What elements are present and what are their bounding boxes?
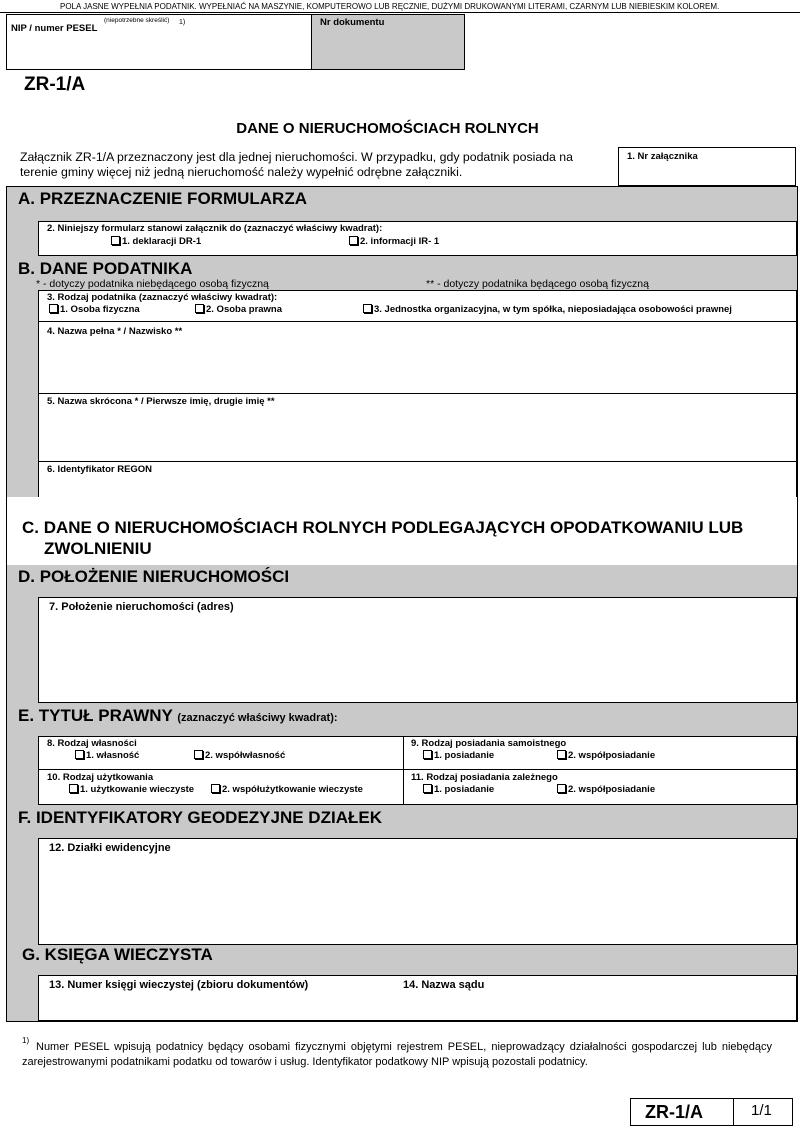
checkbox-f9-posiadanie[interactable] (423, 750, 432, 759)
checkbox-dr1[interactable] (111, 236, 120, 245)
nip-field[interactable] (6, 14, 312, 70)
fields-8-11 (38, 736, 797, 805)
field-4-label: 4. Nazwa pełna * / Nazwisko ** (47, 326, 183, 337)
field-10-label: 10. Rodzaj użytkowania (47, 772, 154, 783)
option-ir1[interactable]: 2. informacji IR- 1 (349, 236, 439, 247)
footer-divider (733, 1099, 734, 1125)
checkbox-f11-posiadanie[interactable] (423, 784, 432, 793)
section-g-title: G. KSIĘGA WIECZYSTA (22, 945, 213, 964)
section-f-title: F. IDENTYFIKATORY GEODEZYJNE DZIAŁEK (18, 808, 382, 827)
section-b-note2: ** - dotyczy podatnika będącego osobą fizyczną (426, 278, 649, 290)
field-12[interactable] (38, 838, 797, 945)
checkbox-f11-wspolposiadanie[interactable] (557, 784, 566, 793)
form-code: ZR-1/A (24, 74, 86, 95)
nr-zalacznika-label: 1. Nr załącznika (627, 151, 698, 162)
checkbox-uzytkowanie[interactable] (69, 784, 78, 793)
footnote-ref: 1) (22, 1036, 30, 1045)
field-4[interactable] (38, 321, 797, 395)
option-wspolwlasnosc[interactable]: 2. współwłasność (194, 750, 285, 761)
field-3-label: 3. Rodzaj podatnika (zaznaczyć właściwy kwadrat): (47, 292, 278, 303)
checkbox-wspolwlasnosc[interactable] (194, 750, 203, 759)
option-osoba-fizyczna[interactable]: 1. Osoba fizyczna (49, 304, 140, 315)
footer-form-code: ZR-1/A (645, 1102, 703, 1122)
option-osoba-prawna[interactable]: 2. Osoba prawna (195, 304, 282, 315)
section-c-title-line1: C. DANE O NIERUCHOMOŚCIACH ROLNYCH PODLEGAJĄCYCH OPODATKOWANIU LUB (22, 518, 744, 537)
field-5[interactable] (38, 393, 797, 463)
nip-note: (niepotrzebne skreślić) (104, 17, 170, 24)
option-wspoluzytkowanie[interactable]: 2. współużytkowanie wieczyste (211, 784, 363, 795)
nr-dokumentu-box (311, 14, 465, 70)
field-6[interactable] (38, 461, 797, 498)
field-12-label: 12. Działki ewidencyjne (49, 842, 171, 854)
nr-zalacznika-field[interactable] (618, 147, 796, 186)
checkbox-osoba-fizyczna[interactable] (49, 304, 58, 313)
fields-13-14 (38, 975, 797, 1021)
option-f11-posiadanie[interactable]: 1. posiadanie (423, 784, 494, 795)
section-b-title: B. DANE PODATNIKA (18, 259, 193, 278)
header-rule (0, 12, 800, 13)
checkbox-jednostka[interactable] (363, 304, 372, 313)
section-c-title-line2: ZWOLNIENIU (44, 539, 152, 558)
checkbox-ir1[interactable] (349, 236, 358, 245)
field-5-label: 5. Nazwa skrócona * / Pierwsze imię, drugie imię ** (47, 396, 275, 407)
section-e-subtitle: (zaznaczyć właściwy kwadrat): (177, 712, 338, 724)
option-uzytkowanie[interactable]: 1. użytkowanie wieczyste (69, 784, 194, 795)
checkbox-wspoluzytkowanie[interactable] (211, 784, 220, 793)
nr-dokumentu-label: Nr dokumentu (320, 17, 385, 28)
field-13-label: 13. Numer księgi wieczystej (zbioru dokumentów) (49, 979, 309, 991)
nip-label: NIP / numer PESEL (11, 23, 98, 34)
field-3 (38, 290, 797, 322)
field-9-label: 9. Rodzaj posiadania samoistnego (411, 738, 567, 749)
checkbox-osoba-prawna[interactable] (195, 304, 204, 313)
field-8-label: 8. Rodzaj własności (47, 738, 137, 749)
checkbox-f9-wspolposiadanie[interactable] (557, 750, 566, 759)
intro-text: Załącznik ZR-1/A przeznaczony jest dla jednej nieruchomości. W przypadku, gdy podatnik posiada na terenie gminy więcej niż jedną nieruchomość należy wypełnić odrębne załączniki. (20, 150, 573, 179)
section-e-title: E. TYTUŁ PRAWNY (zaznaczyć właściwy kwadrat): (18, 706, 338, 725)
field-6-label: 6. Identyfikator REGON (47, 464, 153, 475)
page-number: 1/1 (751, 1102, 772, 1119)
footnote-text: Numer PESEL wpisują podatnicy będący osobami fizycznymi objętymi rejestrem PESEL, nieprowadzący działalności gospodarczej lub niebędący zarejestrowanymi podatnikami podatku od towarów i usług. Identyfikator podatkowy NIP wpisują pozostali podatnicy. (22, 1041, 772, 1068)
option-wlasnosc[interactable]: 1. własność (75, 750, 139, 761)
option-dr1[interactable]: 1. deklaracji DR-1 (111, 236, 201, 247)
option-f9-posiadanie[interactable]: 1. posiadanie (423, 750, 494, 761)
option-f9-wspolposiadanie[interactable]: 2. współposiadanie (557, 750, 655, 761)
field-14-label: 14. Nazwa sądu (403, 979, 485, 991)
section-b-note1: * - dotyczy podatnika niebędącego osobą fizyczną (36, 278, 269, 290)
section-d-title: D. POŁOŻENIE NIERUCHOMOŚCI (18, 567, 290, 586)
checkbox-wlasnosc[interactable] (75, 750, 84, 759)
header-note: POLA JASNE WYPEŁNIA PODATNIK. WYPEŁNIAĆ NA MASZYNIE, KOMPUTEROWO LUB RĘCZNIE, DUŻYMI DRUKOWANYMI LITERAMI, CZARNYM LUB NIEBIESKIM KOLOREM. (60, 2, 720, 11)
field-11-label: 11. Rodzaj posiadania zależnego (411, 772, 558, 783)
field-2 (38, 221, 797, 256)
nip-footnote-ref: 1) (179, 19, 186, 26)
page-title: DANE O NIERUCHOMOŚCIACH ROLNYCH (236, 120, 539, 137)
footer-box (630, 1098, 793, 1126)
field-7[interactable] (38, 597, 797, 703)
field-7-label: 7. Położenie nieruchomości (adres) (49, 601, 234, 613)
option-jednostka[interactable]: 3. Jednostka organizacyjna, w tym spółka, nieposiadająca osobowości prawnej (363, 304, 732, 315)
field-2-label: 2. Niniejszy formularz stanowi załącznik do (zaznaczyć właściwy kwadrat): (47, 223, 383, 234)
divider-vertical (403, 737, 404, 804)
divider-horizontal (39, 769, 796, 770)
option-f11-wspolposiadanie[interactable]: 2. współposiadanie (557, 784, 655, 795)
section-a-title: A. PRZEZNACZENIE FORMULARZA (18, 189, 307, 208)
